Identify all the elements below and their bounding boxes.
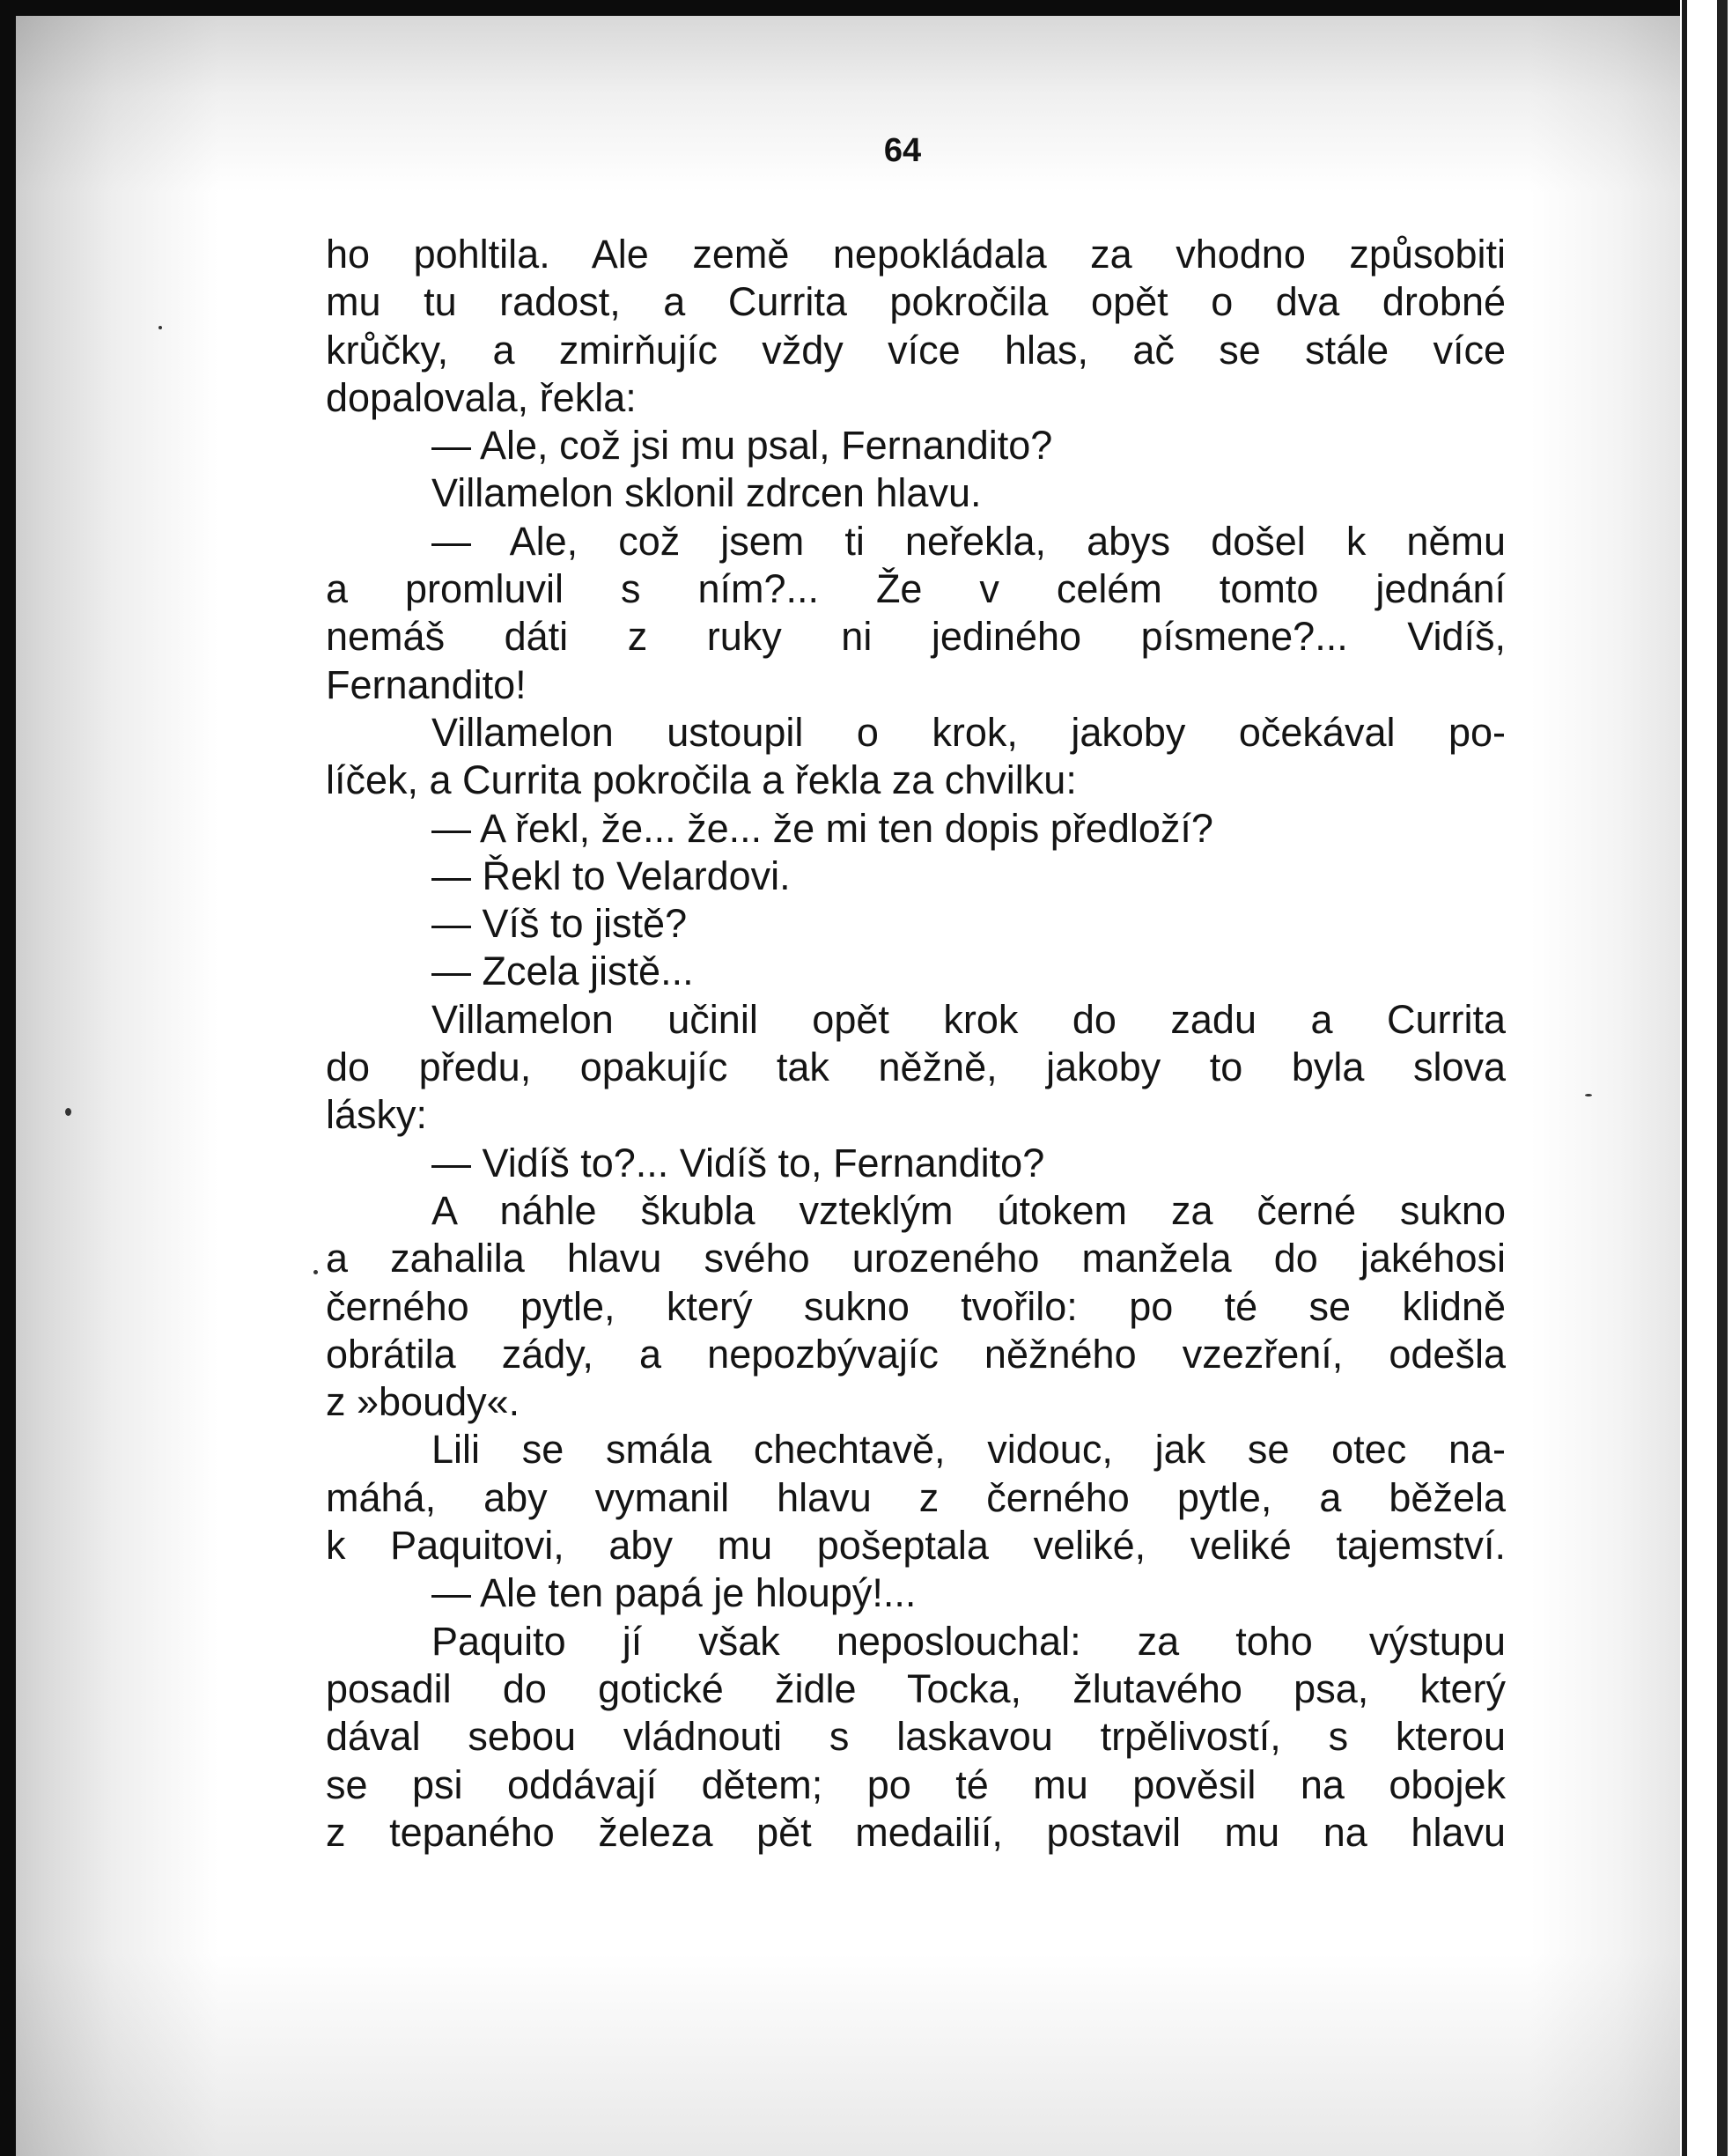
text-line: Villamelon ustoupil o krok, jakoby očekával po- <box>431 709 1506 755</box>
page-number: 64 <box>883 132 922 169</box>
dialogue-line: — Řekl to Velardovi. <box>431 853 791 898</box>
text-line: a zahalila hlavu svého urozeného manžela do jakéhosi <box>326 1236 1506 1281</box>
dialogue-line: — Zcela jistě... <box>431 949 694 994</box>
text-line: dopalovala, řekla: <box>326 374 637 420</box>
text-line: Paquito jí však neposlouchal: za toho výstupu <box>431 1618 1506 1664</box>
dialogue-line: — Ale ten papá je hloupý!... <box>431 1570 917 1616</box>
print-speck <box>1585 1094 1592 1096</box>
text-line: se psi oddávají dětem; po té mu pověsil na obojek <box>326 1761 1506 1807</box>
text-line: z »boudy«. <box>326 1379 520 1425</box>
dialogue-line: — A řekl, že... že... že mi ten dopis předloží? <box>431 805 1213 851</box>
text-line: ho pohltila. Ale země nepokládala za vhodno způsobiti <box>326 232 1506 277</box>
text-line: A náhle škubla vzteklým útokem za černé sukno <box>431 1187 1506 1233</box>
text-line: Fernandito! <box>326 661 527 707</box>
dialogue-line: — Ale, což jsi mu psal, Fernandito? <box>431 423 1053 469</box>
text-line: dával sebou vládnouti s laskavou trpělivostí, s kterou <box>326 1714 1506 1760</box>
text-line: posadil do gotické židle Tocka, žlutavého psa, který <box>326 1665 1506 1711</box>
text-line: z tepaného železa pět medailií, postavil mu na hlavu <box>326 1809 1506 1855</box>
text-line: obrátila zády, a nepozbývajíc něžného vzezření, odešla <box>326 1331 1506 1377</box>
body-text <box>326 231 1506 1857</box>
text-line: k Paquitovi, aby mu pošeptala veliké, veliké tajemství. <box>326 1523 1506 1569</box>
text-line: nemáš dáti z ruky ni jediného písmene?... Vidíš, <box>326 614 1506 660</box>
dialogue-line: — Víš to jistě? <box>431 901 688 947</box>
page-edge-shadow <box>1682 0 1687 2156</box>
text-line: do předu, opakujíc tak něžně, jakoby to byla slova <box>326 1045 1506 1090</box>
text-line: Villamelon učinil opět krok do zadu a Currita <box>431 996 1506 1042</box>
text-line: a promluvil s ním?... Že v celém tomto jednání <box>326 566 1506 612</box>
text-line: mu tu radost, a Currita pokročila opět o dva drobné <box>326 279 1506 325</box>
text-line: krůčky, a zmirňujíc vždy více hlas, ač se stále více <box>326 327 1506 373</box>
print-speck <box>313 1270 318 1274</box>
dialogue-line: — Vidíš to?... Vidíš to, Fernandito? <box>431 1140 1045 1185</box>
print-speck <box>65 1108 71 1116</box>
book-edge-shadow <box>1717 0 1728 2156</box>
dialogue-line: — Ale, což jsem ti neřekla, abys došel k němu <box>431 518 1506 564</box>
print-speck <box>158 326 162 329</box>
text-line: Villamelon sklonil zdrcen hlavu. <box>431 470 982 516</box>
text-line: Lili se smála chechtavě, vidouc, jak se otec na- <box>431 1427 1506 1473</box>
text-line: černého pytle, který sukno tvořilo: po té se klidně <box>326 1283 1506 1329</box>
text-line: máhá, aby vymanil hlavu z černého pytle, a běžela <box>326 1474 1506 1520</box>
text-line: líček, a Currita pokročila a řekla za chvilku: <box>326 757 1077 803</box>
text-line: lásky: <box>326 1092 428 1138</box>
